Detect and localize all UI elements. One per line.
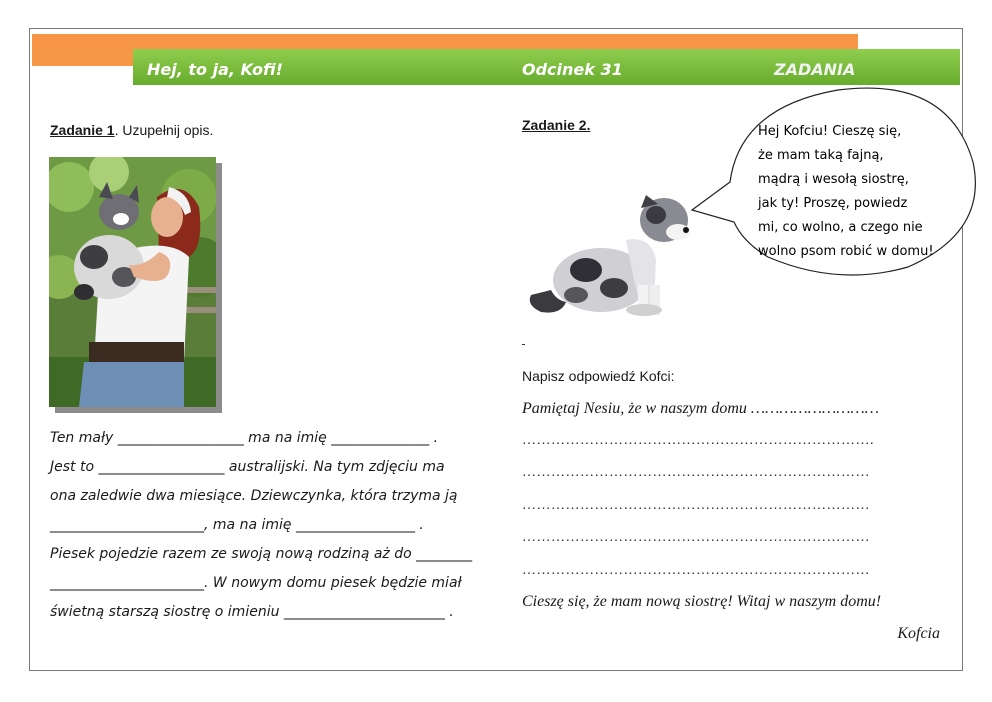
task1-line-1: Ten mały __________________ ma na imię ______________ . <box>50 430 439 446</box>
bubble-line-5: mi, co wolno, a czego nie <box>758 220 923 235</box>
closing-line: Cieszę się, że mam nową siostrę! Witaj w naszym domu! <box>522 593 882 610</box>
task1-line-4: ______________________, ma na imię _________________ . <box>50 517 424 533</box>
task2-label: Zadanie 2. <box>522 117 591 133</box>
task1-line-6: ______________________. W nowym domu piesek będzie miał <box>50 575 462 591</box>
small-dash-mark <box>522 344 525 345</box>
task1-line-5: Piesek pojedzie razem ze swoją nową rodziną aż do ________ <box>50 546 473 562</box>
answer-dot-line-2: ……………………………………………………………… <box>522 465 870 480</box>
task2-heading <box>522 117 590 133</box>
task2-instruction: Napisz odpowiedź Kofci: <box>522 368 675 384</box>
task1-heading <box>50 122 213 138</box>
answer-dot-line-3: ……………………………………………………………… <box>522 498 870 513</box>
task1-instruction: . Uzupełnij opis. <box>114 122 214 138</box>
puppy-illustration <box>526 190 696 325</box>
answer-start-line: Pamiętaj Nesiu, że w naszym domu ……………………… <box>522 400 879 417</box>
bubble-line-3: mądrą i wesołą siostrę, <box>758 172 909 187</box>
bubble-line-6: wolno psom robić w domu! <box>758 244 934 259</box>
answer-dot-line-1: ………………………………………………………………. <box>522 433 874 448</box>
task1-line-3: ona zaledwie dwa miesiące. Dziewczynka, która trzyma ją <box>50 488 458 504</box>
task1-line-2: Jest to __________________ australijski. Na tym zdjęciu ma <box>50 459 445 475</box>
header-title: Hej, to ja, Kofi! <box>147 60 283 79</box>
task1-line-7: świetną starszą siostrę o imieniu _______________________ . <box>50 604 454 620</box>
bubble-line-4: jak ty! Proszę, powiedz <box>758 196 908 211</box>
task1-label: Zadanie 1 <box>50 122 115 138</box>
bubble-line-1: Hej Kofciu! Cieszę się, <box>758 124 902 139</box>
header-section: ZADANIA <box>774 60 856 79</box>
answer-dot-line-5: ……………………………………………………………… <box>522 563 870 578</box>
bubble-line-2: że mam taką fajną, <box>758 148 884 163</box>
speech-bubble-text <box>758 120 948 264</box>
answer-dot-line-4: ……………………………………………………………… <box>522 530 870 545</box>
header-episode: Odcinek 31 <box>522 60 623 79</box>
signature: Kofcia <box>897 625 940 642</box>
girl-with-puppy-photo <box>49 157 216 407</box>
